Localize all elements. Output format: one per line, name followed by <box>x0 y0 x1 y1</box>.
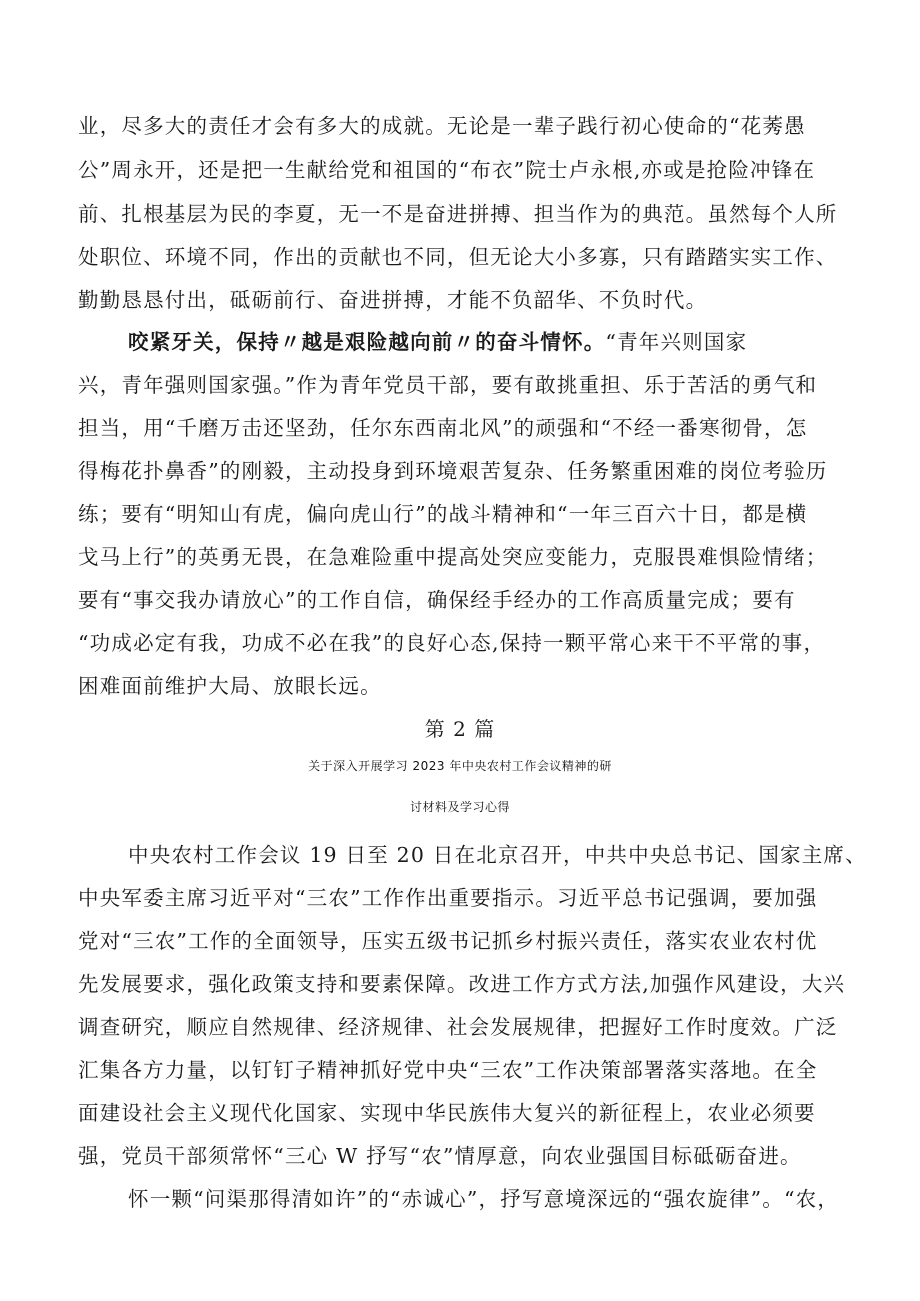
paragraph-line: 前、扎根基层为民的李夏，无一不是奋进拼搏、担当作为的典范。虽然每个人所 <box>78 202 838 226</box>
paragraph-line: 汇集各方力量，以钉钉子精神抓好党中央“三农”工作决策部署落实落地。在全 <box>78 1058 818 1082</box>
paragraph-line: 公”周永开，还是把一生献给党和祖国的“布衣”院士卢永根,亦或是抢险冲锋在 <box>78 158 816 182</box>
paragraph-line: 业，尽多大的责任才会有多大的成就。无论是一辈子践行初心使命的“花莠愚 <box>78 114 806 138</box>
paragraph-line: 兴，青年强则国家强。”作为青年党员干部，要有敢挑重担、乐于苦活的勇气和 <box>78 373 818 397</box>
paragraph-line: 得梅花扑鼻香”的刚毅，主动投身到环境艰苦复杂、任务繁重困难的岗位考验历 <box>78 459 828 483</box>
paragraph-line: 先发展要求，强化政策支持和要素保障。改进工作方式方法,加强作风建设，大兴 <box>78 972 846 996</box>
paragraph-line: 戈马上行”的英勇无畏，在急难险重中提高处突应变能力，克服畏难惧险情绪； <box>78 545 828 569</box>
paragraph-first-line: 怀一颗“问渠那得清如许”的“赤诚心”，抒写意境深远的“强农旋律”。“农， <box>128 1187 840 1211</box>
paragraph-heading: 咬紧牙关，保持〃越是艰险越向前〃的奋斗情怀。 <box>128 330 606 354</box>
paragraph-line: 面建设社会主义现代化国家、实现中华民族伟大复兴的新征程上，农业必须要 <box>78 1101 816 1125</box>
paragraph-line: 要有“事交我办请放心”的工作自信，确保经手经办的工作高质量完成；要有 <box>78 588 796 612</box>
paragraph-line: 调查研究，顺应自然规律、经济规律、社会发展规律，把握好工作时度效。广泛 <box>78 1015 838 1039</box>
paragraph-line: 中央军委主席习近平对“三农”工作作出重要指示。习近平总书记强调，要加强 <box>78 886 818 910</box>
paragraph-text: “青年兴则国家 <box>605 330 748 354</box>
paragraph-line: 党对“三农”工作的全面领导，压实五级书记抓乡村振兴责任，落实农业农村优 <box>78 929 818 953</box>
paragraph-line: 强，党员干部须常怀“三心 W 抒写“农”情厚意，向农业强国目标砥砺奋进。 <box>78 1144 802 1168</box>
paragraph-line: 处职位、环境不同，作出的贡献也不同，但无论大小多寡，只有踏踏实实工作、 <box>78 245 838 269</box>
paragraph-first-line: 中央农村工作会议 19 日至 20 日在北京召开，中共中央总书记、国家主席、 <box>128 843 867 867</box>
section-marker: 第 2 篇 <box>424 717 496 741</box>
paragraph-line: 勤勤恳恳付出，砥砺前行、奋进拼搏，才能不负韶华、不负时代。 <box>78 288 708 312</box>
paragraph-line: “功成必定有我，功成不必在我”的良好心态,保持一颗平常心来干不平常的事， <box>78 631 826 655</box>
paragraph-first-line <box>128 330 747 354</box>
section-title: 讨材料及学习心得 <box>409 800 510 814</box>
paragraph-line: 练；要有“明知山有虎，偏向虎山行”的战斗精神和“一年三百六十日，都是横 <box>78 502 808 526</box>
section-title: 关于深入开展学习 2023 年中央农村工作会议精神的研 <box>308 759 612 773</box>
paragraph-line: 担当，用“千磨万击还坚劲，任尔东西南北风”的顽强和“不经一番寒彻骨，怎 <box>78 416 808 440</box>
paragraph-line: 困难面前维护大局、放眼长远。 <box>78 674 382 698</box>
